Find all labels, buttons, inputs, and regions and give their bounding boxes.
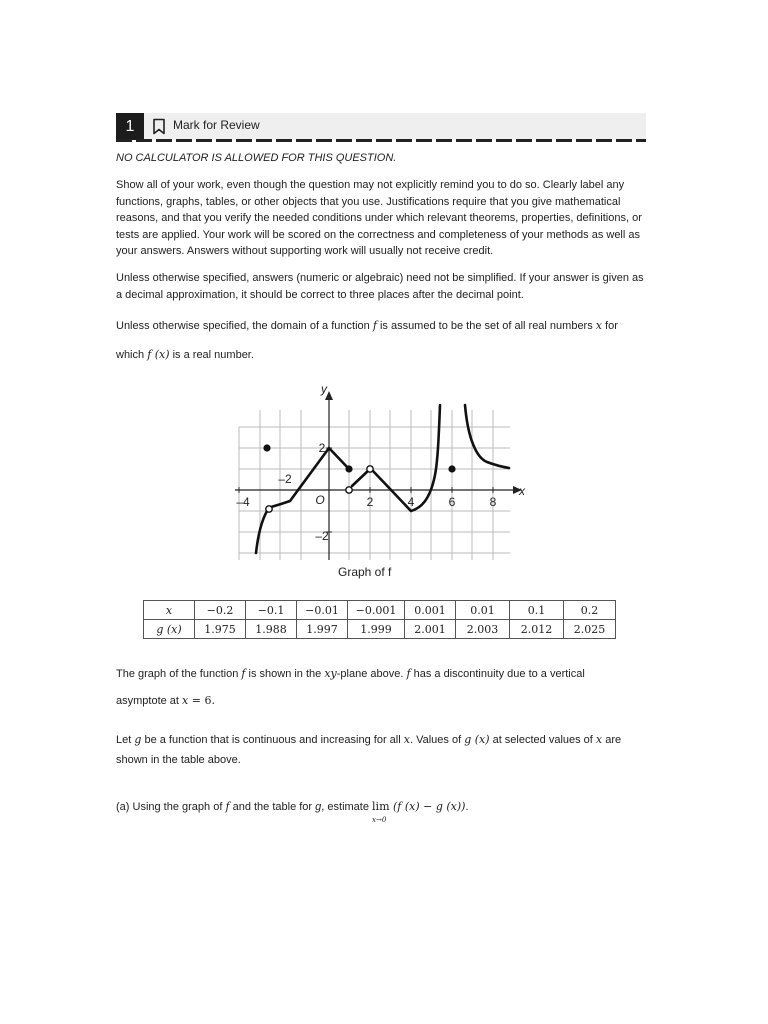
x-tick-2: 2 [366, 495, 374, 509]
table-row [144, 620, 616, 639]
table-cell: 0.1 [510, 601, 564, 620]
x-axis-label: x [519, 484, 525, 498]
y-tick-neg2: –2 [315, 529, 329, 543]
table-cell: 2.012 [510, 620, 564, 639]
x-tick-neg2: –2 [278, 472, 292, 486]
table-header-cell: x [144, 601, 195, 620]
part-a-question: (a) Using the graph of f and the table for g, estimate lim x→0 (f (x) − g (x)). [116, 800, 469, 824]
table-header-cell: g (x) [144, 620, 195, 639]
description-line4: shown in the table above. [116, 754, 241, 766]
graph-caption: Graph of f [338, 565, 392, 579]
table-cell: −0.2 [195, 601, 246, 620]
table-cell: −0.001 [348, 601, 405, 620]
question-header [116, 113, 646, 140]
table-cell: 0.2 [564, 601, 616, 620]
table-cell: 0.01 [456, 601, 510, 620]
table-row [144, 601, 616, 620]
show-work-paragraph: Show all of your work, even though the question may not explicitly remind you to do so. Clearly label any functions, graphs, tables, or other objects that you use. Justifications require that you give mathematical reasons, and that you verify the needed conditions under which relevant theorems, properties, definitions, or tests are applied. Your work will be scored on the correctness and completeness of your methods as well as your answers. Answers without supporting work will usually not receive credit. [116, 179, 642, 257]
description-line3: Let g be a function that is continuous and increasing for all x. Values of g (x) at selected values of x are [116, 733, 622, 746]
bookmark-icon[interactable] [152, 118, 166, 135]
y-axis-label: y [321, 382, 327, 396]
table-cell: −0.1 [246, 601, 297, 620]
table-cell: 2.001 [405, 620, 456, 639]
table-cell: 1.997 [297, 620, 348, 639]
description-line2: asymptote at x = 6. [116, 694, 215, 707]
table-cell: 1.975 [195, 620, 246, 639]
filled-points [263, 444, 455, 472]
x-tick-6: 6 [448, 495, 456, 509]
question-number: 1 [116, 113, 144, 140]
table-cell: 2.003 [456, 620, 510, 639]
x-tick-neg4: –4 [236, 495, 250, 509]
table-cell: −0.01 [297, 601, 348, 620]
x-tick-4: 4 [407, 495, 415, 509]
simplify-paragraph: Unless otherwise specified, answers (numeric or algebraic) need not be simplified. If your answer is given as a decimal approximation, it should be correct to three places after the decimal point. [116, 272, 644, 301]
table-cell: 2.025 [564, 620, 616, 639]
y-tick-2: 2 [318, 441, 326, 455]
x-tick-8: 8 [489, 495, 497, 509]
g-values-table [143, 600, 616, 639]
table-cell: 0.001 [405, 601, 456, 620]
domain-paragraph-line2: which f (x) is a real number. [116, 348, 254, 361]
header-divider [116, 139, 646, 142]
table-cell: 1.999 [348, 620, 405, 639]
mark-for-review-button[interactable]: Mark for Review [173, 118, 260, 132]
graph-of-f [225, 380, 535, 565]
origin-label: O [315, 493, 325, 507]
no-calculator-notice: NO CALCULATOR IS ALLOWED FOR THIS QUESTION. [116, 152, 397, 164]
table-cell: 1.988 [246, 620, 297, 639]
description-line1: The graph of the function f is shown in the xy-plane above. f has a discontinuity due to a vertical [116, 667, 585, 680]
domain-paragraph-line1: Unless otherwise specified, the domain of a function f is assumed to be the set of all real numbers x for [116, 319, 618, 332]
limit-operator: lim x→0 [372, 800, 390, 824]
